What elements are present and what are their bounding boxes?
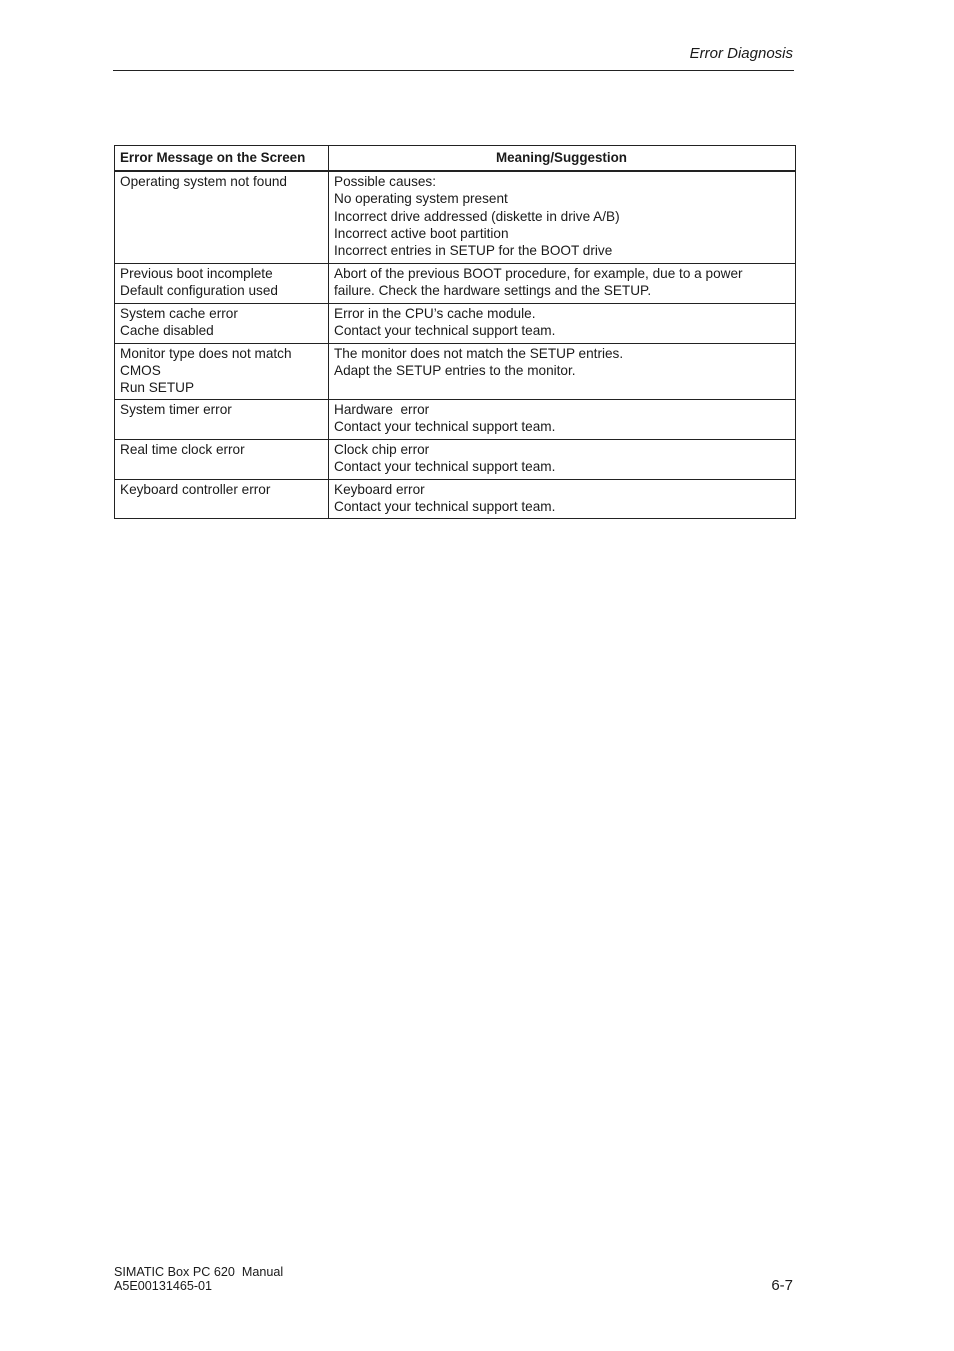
cell-line: Contact your technical support team. [334, 322, 556, 338]
table-header-row [115, 146, 796, 172]
cell-line: Clock chip error [334, 441, 430, 457]
cell-line: Keyboard error [334, 481, 425, 497]
cell-line: Previous boot incomplete [120, 265, 273, 281]
cell-line: System timer error [120, 401, 232, 417]
table-row [115, 479, 796, 518]
meaning-cell [329, 399, 796, 439]
column-header-error-message: Error Message on the Screen [115, 146, 329, 172]
meaning-cell [329, 171, 796, 263]
cell-line: Error in the CPU’s cache module. [334, 305, 536, 321]
cell-line: Incorrect drive addressed (diskette in drive A/B) [334, 208, 620, 224]
cell-line: Contact your technical support team. [334, 498, 556, 514]
header-rule [113, 70, 794, 71]
cell-line: CMOS [120, 362, 161, 378]
cell-line: Incorrect active boot partition [334, 225, 509, 241]
cell-line: Run SETUP [120, 380, 195, 396]
cell-line: Contact your technical support team. [334, 458, 556, 474]
cell-line: Contact your technical support team. [334, 418, 556, 434]
error-message-cell [115, 439, 329, 479]
cell-line: Keyboard controller error [120, 481, 271, 497]
cell-line: The monitor does not match the SETUP entries. [334, 345, 624, 361]
error-message-cell [115, 343, 329, 399]
cell-line: Monitor type does not match [120, 345, 292, 361]
cell-line: Cache disabled [120, 322, 214, 338]
cell-line: Default configuration used [120, 282, 278, 298]
cell-line: Possible causes: [334, 174, 437, 189]
cell-line: Abort of the previous BOOT procedure, for example, due to a power [334, 265, 743, 281]
table-row [115, 171, 796, 263]
meaning-cell [329, 343, 796, 399]
table-row [115, 439, 796, 479]
cell-line: failure. Check the hardware settings and the SETUP. [334, 282, 652, 298]
cell-line: Hardware error [334, 401, 430, 417]
error-message-cell [115, 263, 329, 303]
meaning-cell [329, 263, 796, 303]
error-message-cell [115, 479, 329, 518]
cell-line: No operating system present [334, 191, 508, 207]
table-row [115, 303, 796, 343]
error-message-cell [115, 171, 329, 263]
table-row [115, 399, 796, 439]
meaning-cell [329, 303, 796, 343]
meaning-cell [329, 479, 796, 518]
footer-order-number: A5E00131465-01 [114, 1279, 213, 1293]
cell-line: Incorrect entries in SETUP for the BOOT drive [334, 243, 613, 259]
table-row [115, 343, 796, 399]
cell-line: System cache error [120, 305, 238, 321]
cell-line: Operating system not found [120, 174, 287, 189]
footer-document-info [114, 1265, 283, 1293]
page-number: 6-7 [771, 1277, 793, 1294]
column-header-meaning: Meaning/Suggestion [329, 146, 796, 172]
error-message-table [114, 145, 796, 519]
error-message-cell [115, 303, 329, 343]
cell-line: Real time clock error [120, 441, 245, 457]
table-row [115, 263, 796, 303]
cell-line: Adapt the SETUP entries to the monitor. [334, 362, 576, 378]
error-message-cell [115, 399, 329, 439]
running-header-title: Error Diagnosis [689, 45, 793, 62]
meaning-cell [329, 439, 796, 479]
footer-product-name: SIMATIC Box PC 620 Manual [114, 1265, 284, 1279]
